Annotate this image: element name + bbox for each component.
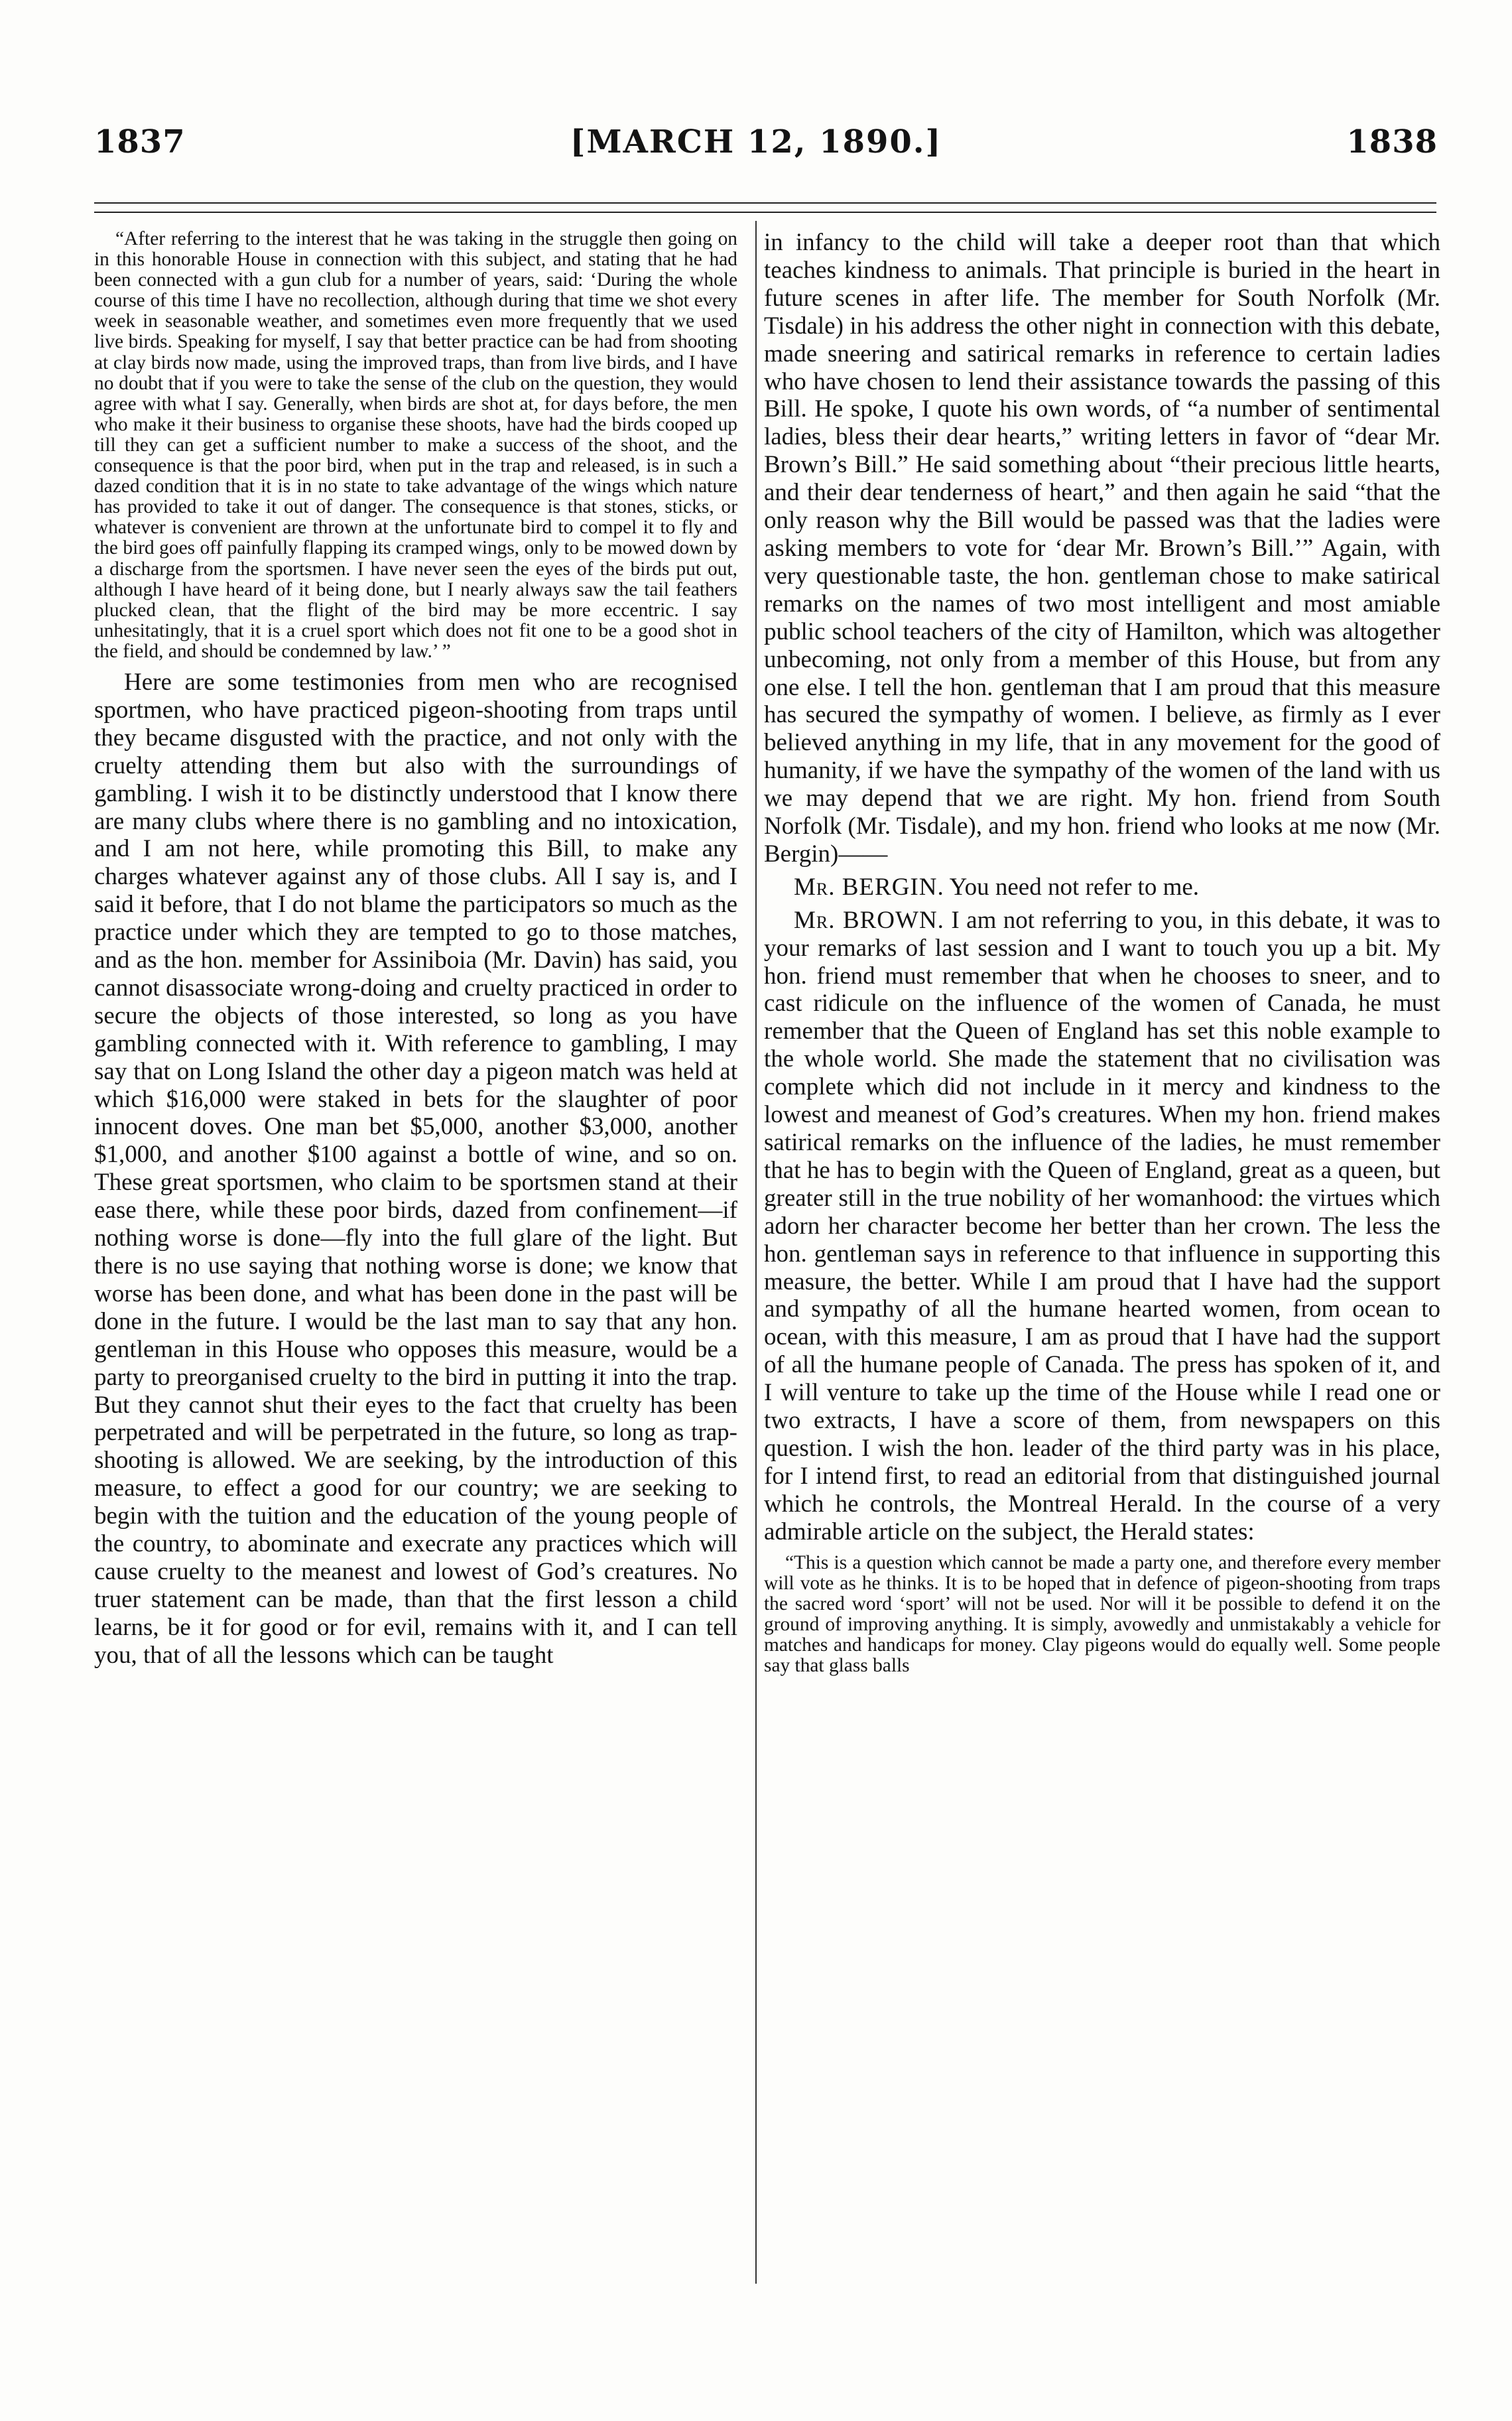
left-column [94,229,737,1669]
column-divider [755,221,757,2284]
speaker-name-bergin: Mr. BERGIN. [794,873,944,901]
page-date: [MARCH 12, 1890.] [570,123,942,161]
speech-brown [764,907,1440,1546]
speech-bergin [764,874,1440,901]
body-paragraph-continued: in infancy to the child will take a deeper root than that which teaches kindness to animals. That principle is buried in the heart in future scenes in after life. The member for South Norfolk (Mr. Tisdale) in his address the other night in connection with this debate, made sneering and satirical remarks in reference to certain ladies who have chosen to lend their assistance towards the passing of this Bill. He spoke, I quote his own words, of “a number of sentimental ladies, bless their dear hearts,” writing letters in favor of “dear Mr. Brown’s Bill.” He said something about “their precious little hearts, and their dear tenderness of heart,” and then again he said “that the only reason why the Bill would be passed was that the ladies were asking members to vote for ‘dear Mr. Brown’s Bill.’” Again, with very questionable taste, the hon. gentleman chose to make satirical remarks on the names of two most intelligent and most amiable public school teachers of the city of Hamilton, which was altogether unbecoming, not only from a member of this House, but from any one else. I tell the hon. gentleman that I am proud that this measure has secured the sympathy of women. I believe, as firmly as I ever believed anything in my life, that in any movement for the good of humanity, if we have the sympathy of the women of the land with us we may depend that we are right. My hon. friend from South Norfolk (Mr. Tisdale), and my hon. friend who looks at me now (Mr. Bergin)—— [764,229,1440,868]
speaker-name-brown: Mr. BROWN. [794,906,944,934]
speech-text-bergin: You need not refer to me. [949,873,1200,901]
page-header [0,0,1512,199]
header-rule-top [94,202,1436,204]
quoted-editorial: “This is a question which cannot be made a party one, and therefore every member will vote as he thinks. It is to be hoped that in defence of pigeon-shooting from traps the sacred word ‘sport’ will not be used. Nor will it be possible to defend it on the ground of improving anything. It is simply, avowedly and unmistakably a vehicle for matches and handicaps for money. Clay pigeons would do equally well. Some people say that glass balls [764,1551,1440,1677]
right-column [764,229,1440,1676]
page-number-right: 1838 [1346,123,1438,161]
quoted-testimony: “After referring to the interest that he was taking in the struggle then going on in this honorable House in connection with this subject, and stating that he had been connected with a gun club for a number of years, said: ‘During the whole course of this time I have no recollection, although during that time we shot every week in seasonable weather, and sometimes even more frequently that we used live birds. Speaking for myself, I say that better practice can be had from shooting at clay birds now made, using the improved traps, than from live birds, and I have no doubt that if you were to take the sense of the club on the question, they would agree with what I say. Generally, when birds are shot at, for days before, the men who make it their business to organise these shoots, have had the birds cooped up till they can get a sufficient number to make a success of the shoot, and the consequence is that the poor bird, when put in the trap and released, is in such a dazed condition that it is in no state to take advantage of the wings which nature has provided to take it out of danger. The consequence is that stones, sticks, or whatever is convenient are thrown at the unfortunate bird to compel it to fly and the bird goes off painfully flapping its cramped wings, only to be mowed down by a discharge from the sportsmen. I have never seen the eyes of the birds put out, although I have heard of it being done, but I nearly always saw the tail feathers plucked clean, that the flight of the bird may be more eccentric. I say unhesitatingly, that it is a cruel sport which does not fit one to be a good shot in the field, and should be condemned by law.’ ” [94,228,737,662]
page-number-left: 1837 [94,123,186,161]
header-rule-bottom [94,212,1436,213]
speech-text-brown: I am not referring to you, in this debate, it was to your remarks of last session and I want to touch you up a bit. My hon. friend must remember that when he chooses to sneer, and to cast ridicule on the influence of the women of Canada, he must remember that the Queen of England has set this noble example to the whole world. She made the statement that no civilisation was complete which did not include in it mercy and kindness to the lowest and meanest of God’s creatures. When my hon. friend makes satirical remarks on the influence of the ladies, he must remember that he has to begin with the Queen of England, great as a queen, but greater still in the true nobility of her womanhood: the virtues which adorn her character become her better than her crown. The less the hon. gentleman says in reference to that influence in supporting this measure, the better. While I am proud that I have had the support and sympathy of all the humane hearted women, from ocean to ocean, with this measure, I am as proud that I have had the support of all the humane people of Canada. The press has spoken of it, and I will venture to take up the time of the House while I read one or two extracts, I have a score of them, from newspapers on this question. I wish the hon. leader of the third party was in his place, for I intend first, to read an editorial from that distinguished journal which he controls, the Montreal Herald. In the course of a very admirable article on the subject, the Herald states: [764,906,1440,1545]
body-paragraph: Here are some testimonies from men who are recognised sportmen, who have practiced pigeon-shooting from traps until they became disgusted with the practice, and not only with the cruelty attending them but also with the surroundings of gambling. I wish it to be distinctly understood that I know there are many clubs where there is no gambling and no intoxication, and I am not here, while promoting this Bill, to make any charges whatever against any of those clubs. All I say is, and I said it before, that I do not blame the participators so much as the practice under which they are tempted to go to those matches, and as the hon. member for Assiniboia (Mr. Davin) has said, you cannot disassociate wrong-doing and cruelty practiced in order to secure the objects of those interested, so long as you have gambling connected with it. With reference to gambling, I may say that on Long Island the other day a pigeon match was held at which $16,000 were staked in bets for the slaughter of poor innocent doves. One man bet $5,000, another $3,000, another $1,000, and another $100 against a bottle of wine, and so on. These great sportsmen, who claim to be sportsmen stand at their ease there, while these poor birds, dazed from confinement—if nothing worse is done—fly into the full glare of the light. But there is no use saying that nothing worse is done; we know that worse has been done, and what has been done in the past will be done in the future. I would be the last man to say that any hon. gentleman in this House who opposes this measure, would be a party to preorganised cruelty to the bird in putting it into the trap. But they cannot shut their eyes to the fact that cruelty has been perpetrated and will be perpetrated in the future, so long as trap-shooting is allowed. We are seeking, by the introduction of this measure, to effect a good for our country; we are seeking to begin with the tuition and the education of the young people of the country, to abominate and execrate any practices which will cause cruelty to the meanest and lowest of God’s creatures. No truer statement can be made, than that the first lesson a child learns, be it for good or for evil, remains with it, and I can tell you, that of all the lessons which can be taught [94,668,737,1669]
